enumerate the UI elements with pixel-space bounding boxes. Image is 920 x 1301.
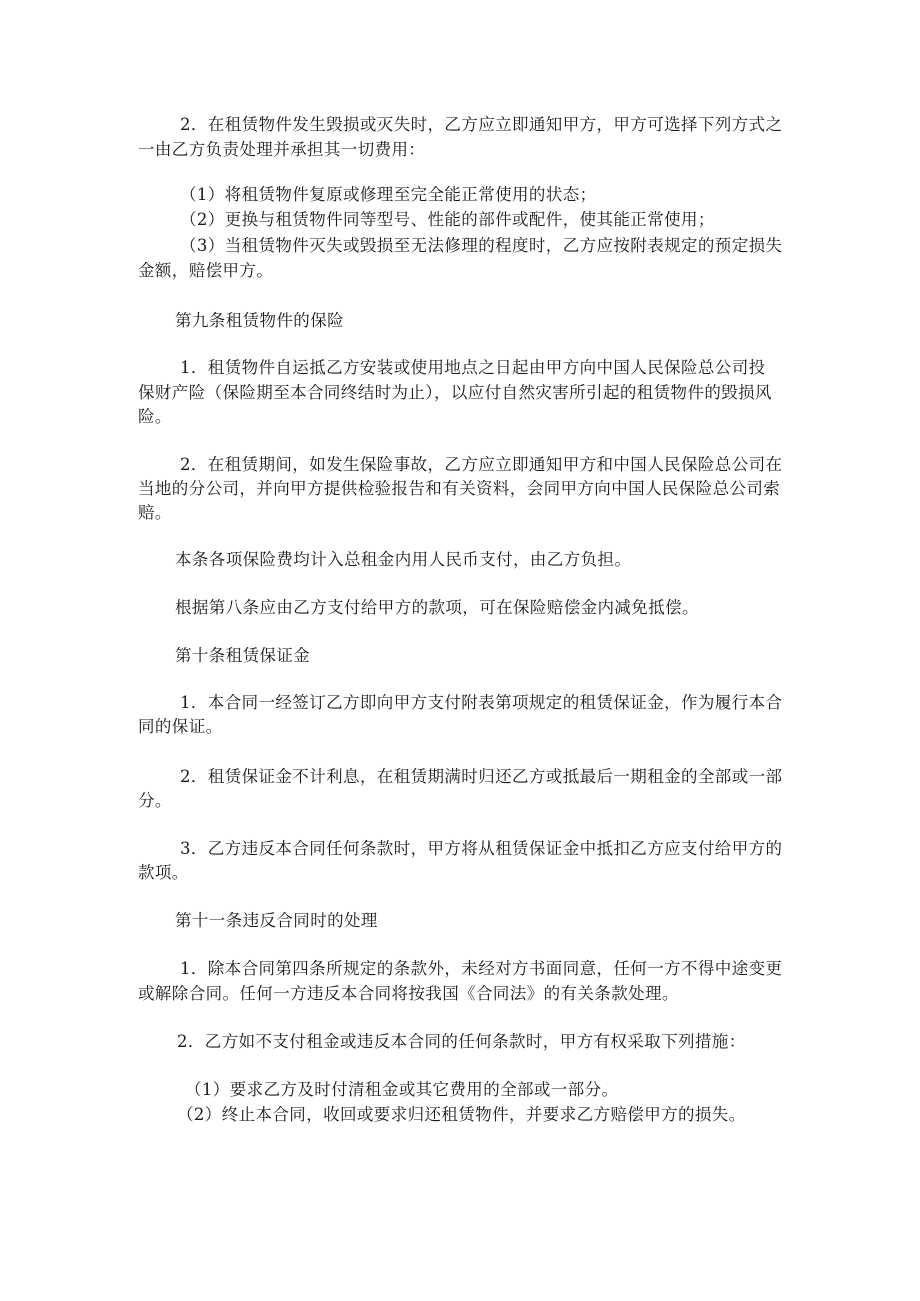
text-line: （1）将租赁物件复原或修理至完全能正常使用的状态；	[180, 185, 597, 204]
text-line: 2．租赁保证金不计利息，在租赁期满时归还乙方或抵最后一期租金的全部或一部	[180, 767, 783, 786]
text-line: 1．本合同一经签订乙方即向甲方支付附表第项规定的租赁保证金，作为履行本合	[180, 693, 783, 712]
text-line: 本条各项保险费均计入总租金内用人民币支付，由乙方负担。	[175, 550, 632, 569]
text-line: 同的保证。	[138, 717, 223, 736]
text-line: 2．乙方如不支付租金或违反本合同的任何条款时，甲方有权采取下列措施：	[177, 1032, 746, 1051]
section-heading: 第十一条违反合同时的处理	[175, 911, 378, 930]
text-line: 2．在租赁物件发生毁损或灭失时，乙方应立即通知甲方，甲方可选择下列方式之	[180, 115, 783, 134]
text-line: 赔。	[138, 503, 172, 522]
text-line: 或解除合同。任何一方违反本合同将按我国《合同法》的有关条款处理。	[138, 984, 679, 1003]
text-line: （1）要求乙方及时付清租金或其它费用的全部或一部分。	[185, 1080, 619, 1099]
text-line: 保财产险（保险期至本合同终结时为止），以应付自然灾害所引起的租赁物件的毁损风	[138, 383, 772, 402]
text-line: 当地的分公司，并向甲方提供检验报告和有关资料，会同甲方向中国人民保险总公司索	[138, 479, 781, 498]
text-line: （2）更换与租赁物件同等型号、性能的部件或配件，使其能正常使用；	[180, 210, 715, 229]
text-line: 3．乙方违反本合同任何条款时，甲方将从租赁保证金中抵扣乙方应支付给甲方的	[180, 839, 783, 858]
text-line: 根据第八条应由乙方支付给甲方的款项，可在保险赔偿金内减免抵偿。	[175, 598, 699, 617]
section-heading: 第九条租赁物件的保险	[175, 311, 344, 330]
text-line: 金额，赔偿甲方。	[138, 261, 274, 280]
text-line: 险。	[138, 407, 172, 426]
text-line: （3）当租赁物件灭失或毁损至无法修理的程度时，乙方应按附表规定的预定损失	[180, 236, 783, 255]
text-line: 一由乙方负责处理并承担其一切费用：	[138, 140, 426, 159]
text-line: 款项。	[138, 863, 189, 882]
text-line: 分。	[138, 791, 172, 810]
text-line: （2）终止本合同，收回或要求归还租赁物件，并要求乙方赔偿甲方的损失。	[177, 1105, 746, 1124]
text-line: 1．租赁物件自运抵乙方安装或使用地点之日起由甲方向中国人民保险总公司投	[180, 358, 766, 377]
text-line: 1．除本合同第四条所规定的条款外，未经对方书面同意，任何一方不得中途变更	[180, 959, 783, 978]
section-heading: 第十条租赁保证金	[175, 646, 311, 665]
text-line: 2．在租赁期间，如发生保险事故，乙方应立即通知甲方和中国人民保险总公司在	[180, 455, 783, 474]
